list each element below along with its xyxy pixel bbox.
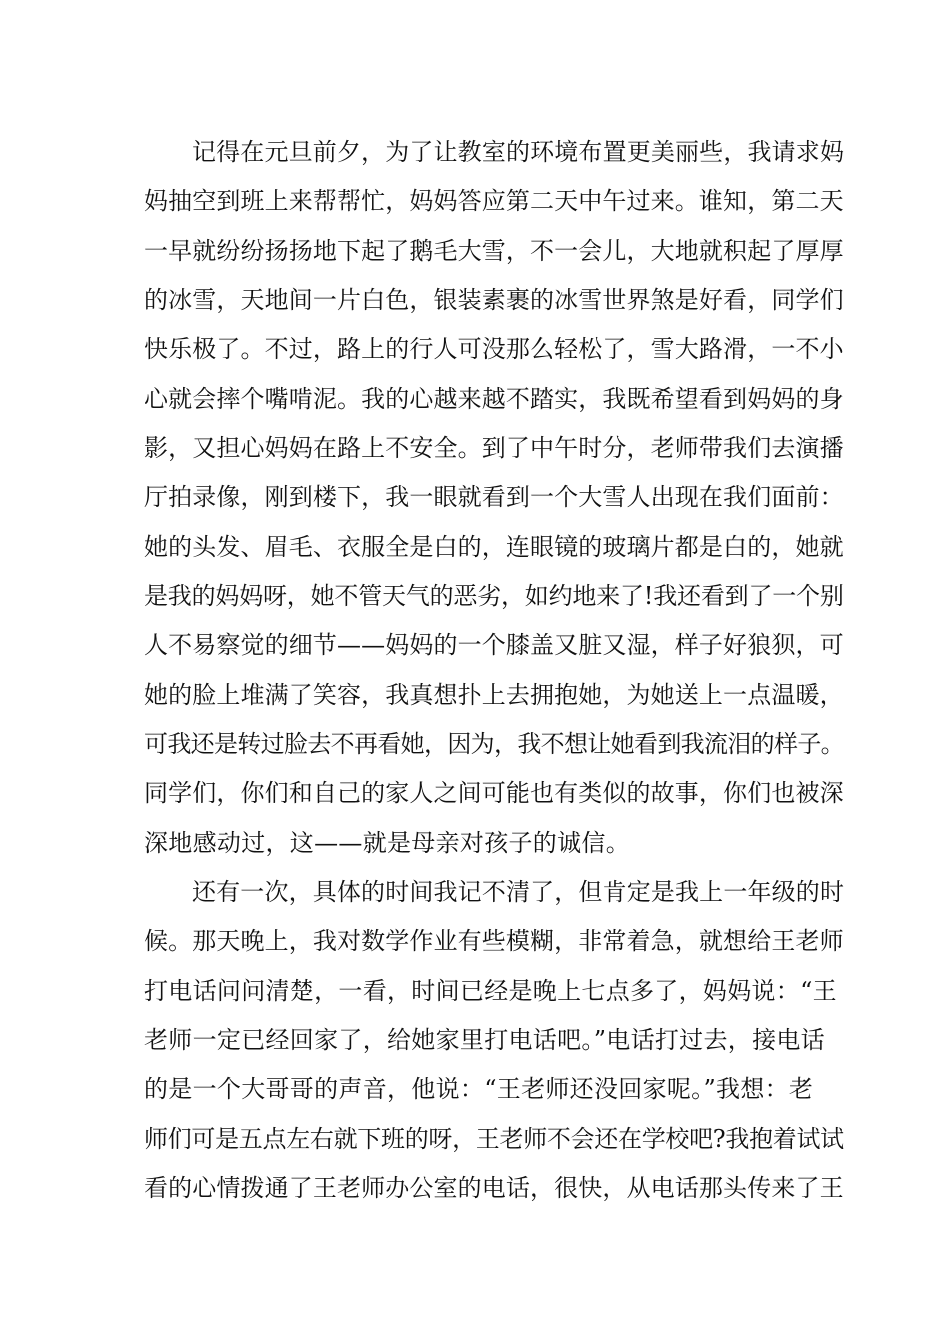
paragraph-2-line-6: 师们可是五点左右就下班的呀，王老师不会还在学校吧?我抱着试试: [144, 1125, 844, 1153]
paragraph-1-line-13: 可我还是转过脸去不再看她，因为，我不想让她看到我流泪的样子。: [144, 730, 844, 758]
paragraph-1-line-10: 是我的妈妈呀，她不管天气的恶劣，如约地来了!我还看到了一个别: [144, 582, 844, 610]
paragraph-2-line-2: 候。那天晚上，我对数学作业有些模糊，非常着急，就想给王老师: [144, 927, 844, 955]
paragraph-1-line-11: 人不易察觉的细节——妈妈的一个膝盖又脏又湿，样子好狼狈，可: [144, 631, 844, 659]
paragraph-2-line-3: 打电话问问清楚，一看，时间已经是晚上七点多了，妈妈说：“王: [144, 977, 837, 1005]
paragraph-1-line-5: 快乐极了。不过，路上的行人可没那么轻松了，雪大路滑，一不小: [144, 335, 844, 363]
paragraph-1-line-1: 记得在元旦前夕，为了让教室的环境布置更美丽些，我请求妈: [192, 138, 845, 166]
paragraph-2-line-7: 看的心情拨通了王老师办公室的电话，很快，从电话那头传来了王: [144, 1174, 844, 1202]
paragraph-1-line-9: 她的头发、眉毛、衣服全是白的，连眼镜的玻璃片都是白的，她就: [144, 533, 844, 561]
paragraph-1-line-2: 妈抽空到班上来帮帮忙，妈妈答应第二天中午过来。谁知，第二天: [144, 187, 844, 215]
paragraph-1-line-4: 的冰雪，天地间一片白色，银装素裹的冰雪世界煞是好看，同学们: [144, 286, 844, 314]
paragraph-1-line-6: 心就会摔个嘴啃泥。我的心越来越不踏实，我既希望看到妈妈的身: [144, 385, 844, 413]
paragraph-1-line-12: 她的脸上堆满了笑容，我真想扑上去拥抱她，为她送上一点温暖，: [144, 681, 844, 709]
paragraph-1-line-7: 影，又担心妈妈在路上不安全。到了中午时分，老师带我们去演播: [144, 434, 844, 462]
paragraph-1-line-14: 同学们，你们和自己的家人之间可能也有类似的故事，你们也被深: [144, 779, 844, 807]
paragraph-2-line-1: 还有一次，具体的时间我记不清了，但肯定是我上一年级的时: [192, 878, 845, 906]
paragraph-1-line-8: 厅拍录像，刚到楼下，我一眼就看到一个大雪人出现在我们面前：: [144, 483, 844, 511]
paragraph-2-line-4: 老师一定已经回家了，给她家里打电话吧。”电话打过去，接电话: [144, 1026, 825, 1054]
paragraph-1-line-15: 深地感动过，这——就是母亲对孩子的诚信。: [144, 829, 630, 857]
paragraph-2-line-5: 的是一个大哥哥的声音，他说：“王老师还没回家呢。”我想：老: [144, 1075, 814, 1103]
paragraph-1-line-3: 一早就纷纷扬扬地下起了鹅毛大雪，不一会儿，大地就积起了厚厚: [144, 237, 844, 265]
